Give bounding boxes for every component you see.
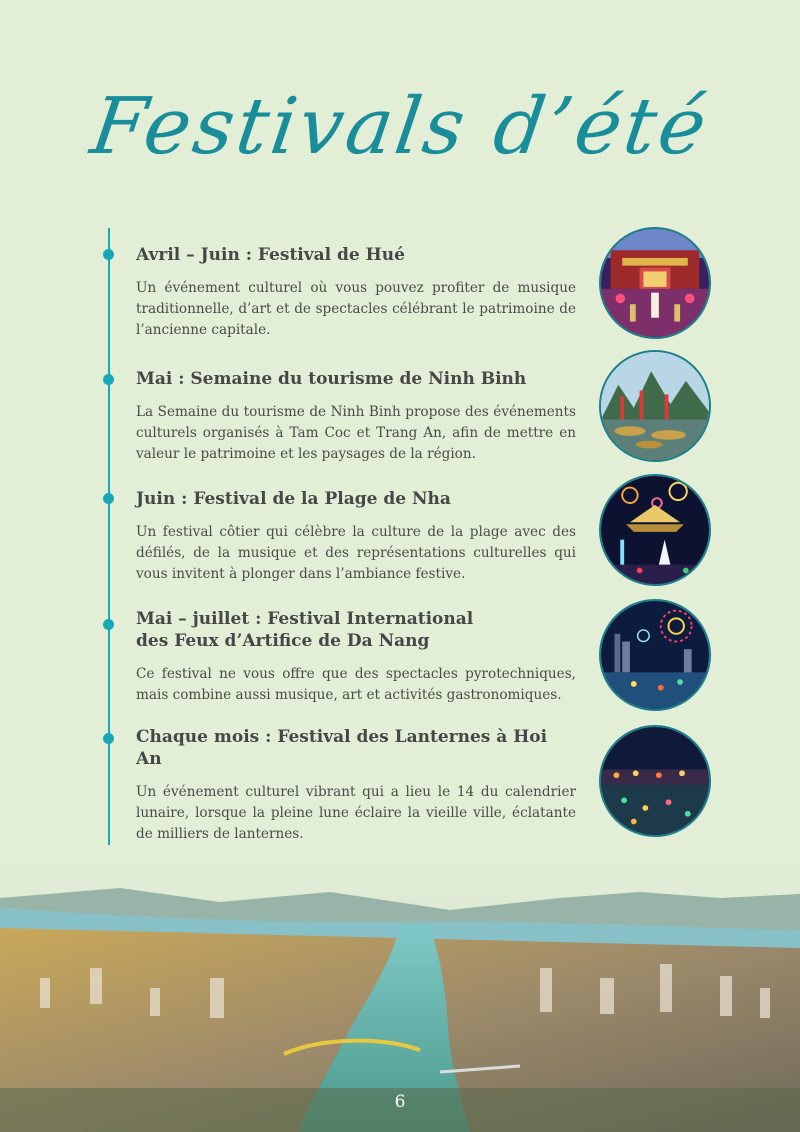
festival-heading-line: Mai – juillet : Festival International — [136, 609, 474, 629]
festival-entry-nha-trang — [136, 488, 576, 585]
page-number: 6 — [394, 1092, 406, 1112]
festival-heading — [136, 608, 576, 652]
festival-heading: Chaque mois : Festival des Lanternes à Hoi An — [136, 727, 548, 769]
festival-heading-line: des Feux d’Artifice de Da Nang — [136, 631, 430, 651]
festival-description: La Semaine du tourisme de Ninh Binh propose des événements culturels organisés à Tam Coc et Trang An, afin de mettre en valeur le patrimoine et les paysages de la région. — [136, 404, 576, 462]
festival-entry-ninh-binh — [136, 368, 576, 465]
da-nang-fireworks-photo — [599, 599, 711, 711]
festival-heading: Avril – Juin : Festival de Hué — [136, 245, 405, 265]
ninh-binh-photo — [599, 350, 711, 462]
nha-trang-photo — [599, 474, 711, 586]
timeline-dot — [103, 619, 114, 630]
da-nang-panorama-photo — [0, 858, 800, 1132]
timeline-dot — [103, 733, 114, 744]
hoi-an-lanterns-photo — [599, 725, 711, 837]
timeline-dot — [103, 493, 114, 504]
page-title: Festivals d’été — [85, 82, 715, 172]
festival-description: Un festival côtier qui célèbre la culture de la plage avec des défilés, de la musique et des représentations culturelles qui vous invitent à plonger dans l’ambiance festive. — [136, 524, 576, 582]
festival-heading: Juin : Festival de la Plage de Nha — [136, 489, 451, 509]
timeline-dot — [103, 249, 114, 260]
festival-entry-hoi-an — [136, 726, 576, 845]
festival-entry-da-nang — [136, 608, 576, 706]
timeline-line — [108, 228, 110, 845]
festival-entry-hue — [136, 244, 576, 341]
festival-heading: Mai : Semaine du tourisme de Ninh Binh — [136, 369, 527, 389]
festival-description: Un événement culturel où vous pouvez profiter de musique traditionnelle, d’art et de spectacles célébrant le patrimoine de l’ancienne capitale. — [136, 280, 576, 338]
festival-description: Un événement culturel vibrant qui a lieu le 14 du calendrier lunaire, lorsque la pleine lune éclaire la vieille ville, éclatante de milliers de lanternes. — [136, 784, 576, 842]
timeline-dot — [103, 374, 114, 385]
hue-festival-photo — [599, 227, 711, 339]
festival-description: Ce festival ne vous offre que des spectacles pyrotechniques, mais combine aussi musique, art et activités gastronomiques. — [136, 666, 576, 703]
